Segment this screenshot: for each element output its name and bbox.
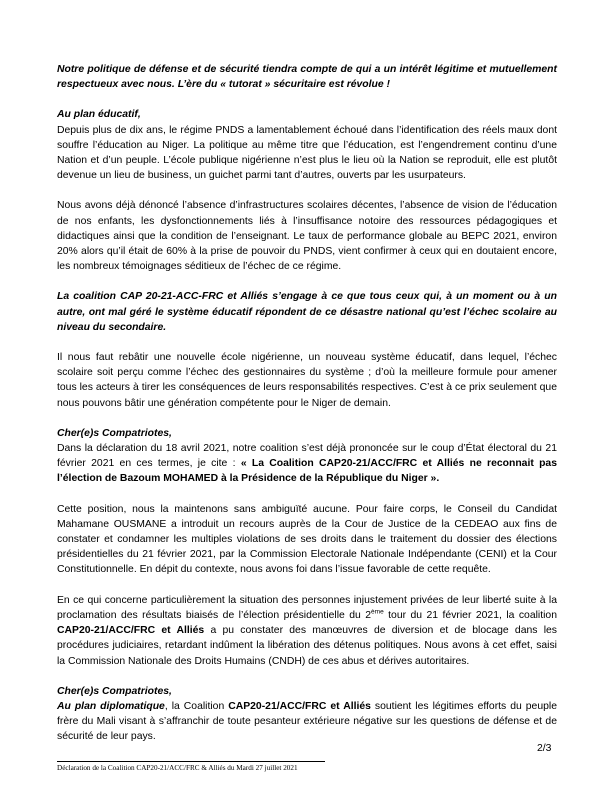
- footer-text: Déclaration de la Coalition CAP20-21/ACC/FRC & Alliés du Mardi 27 juillet 2021: [57, 764, 298, 772]
- paragraph-declaration-april: [57, 441, 557, 487]
- diplomacy-text-2: soutient les légitimes efforts du peuple frère du Mali visant à s’affranchir de toute pesanteur extérieure négative sur les questions de défense et de sécurité de leur pays.: [57, 700, 557, 743]
- diplomacy-label: Au plan diplomatique: [57, 700, 165, 712]
- diplomacy-text-1: , la Coalition: [164, 700, 229, 712]
- declaration-intro-text: Dans la déclaration du 18 avril 2021, notre coalition s’est déjà prononcée sur le coup d’État électoral du 21 février 2021 en ces termes, je cite :: [57, 443, 557, 470]
- paragraph-rebuild-school: Il nous faut rebâtir une nouvelle école nigérienne, un nouveau système éducatif, dans lequel, l’échec scolaire soit perçu comme l’échec des gestionnaires du système ; d’où la meilleure formule pour amener tous les acteurs à tirer les conséquences de leurs responsabilités respectives. C’est à ce prix seulement que nous pouvons bâtir une génération compétente pour le Niger de demain.: [57, 352, 557, 409]
- detainees-text-3: a pu constater des manœuvres de diversion et de blocage dans les procédures judiciaires, retardant indûment la libération des détenus politiques. Nous avons à cet effet, saisi la Commission Nationale des Droits Humains (CNDH) de ces abus et dérives autoritaires.: [57, 625, 557, 667]
- detainees-text-2: tour du 21 février 2021, la coalition: [383, 609, 557, 621]
- detainees-text-1: En ce qui concerne particulièrement la situation des personnes injustement privées de leur liberté suite à la proclamation des résultats biaisés de l’élection présidentielle du 2: [57, 594, 557, 621]
- paragraph-detainees: [57, 593, 557, 669]
- paragraph-coalition-commitment: La coalition CAP 20-21-ACC-FRC et Alliés s’engage à ce que tous ceux qui, à un moment ou à un autre, ont mal géré le système éducatif répondent de ce désastre national qu’est l’échec scolaire au niveau du secondaire.: [57, 291, 557, 333]
- superscript-eme: ème: [371, 608, 384, 616]
- paragraph-position-maintained: Cette position, nous la maintenons sans ambiguïté aucune. Pour faire corps, le Conseil du Candidat Mahamane OUSMANE a introduit un recours auprès de la Cour de Justice de la CEDEAO aux fins de constater et condamner les multiples violations de ses droits dans le traitement du dossier des élections présidentielles du 21 février 2021, par la Commission Electorale Nationale Indépendante (CENI) et la Cour Constitutionnelle. En dépit du contexte, nous avons foi dans l’issue favorable de cette requête.: [57, 503, 557, 576]
- declaration-quote: « La Coalition CAP20-21/ACC/FRC et Alliés ne reconnait pas l’élection de Bazoum MOHAMED à la Présidence de la République du Niger ».: [57, 458, 557, 485]
- coalition-name-bold: CAP20-21/ACC/FRC et Alliés: [57, 625, 205, 637]
- paragraph-education-failure: Depuis plus de dix ans, le régime PNDS a lamentablement échoué dans l’identification des réels maux dont souffre l’éducation au Niger. La politique au même titre que l’éducation, est l’engendrement continu d’une Nation et d’un peuple. L’école publique nigérienne n’est plus le lieu où la Nation se reproduit, elle est plutôt devenue un lieu de business, un guichet parmi tant d’autres, ouverts par les usurpateurs.: [57, 124, 557, 182]
- paragraph-infrastructure: Nous avons déjà dénoncé l’absence d’infrastructures scolaires décentes, l’absence de vision de l’éducation de nos enfants, les dysfonctionnements liés à l’insuffisance notoire des ressources pédagogiques et didactiques ainsi que la condition de l’enseignant. Le taux de performance globale au BEPC 2021, environ 20% alors qu’il était de 60% à la prise de pouvoir du PNDS, vient confirmer à ceux qui en doutaient encore, les nombreux témoignages séditieux de l’échec de ce régime.: [57, 200, 557, 273]
- footer-divider: [57, 761, 325, 762]
- heading-compatriots-1: Cher(e)s Compatriotes,: [57, 427, 172, 439]
- heading-education: Au plan éducatif,: [57, 109, 141, 121]
- document-body: [57, 62, 557, 745]
- paragraph-diplomacy: [57, 699, 557, 745]
- paragraph-defense-policy: Notre politique de défense et de sécurité tiendra compte de qui a un intérêt légitime et mutuellement respectueux avec nous. L’ère du « tutorat » sécuritaire est révolue !: [57, 64, 557, 91]
- heading-compatriots-2: Cher(e)s Compatriotes,: [57, 685, 172, 697]
- page-number: 2/3: [537, 743, 552, 754]
- coalition-name-bold-2: CAP20-21/ACC/FRC et Alliés: [228, 700, 371, 712]
